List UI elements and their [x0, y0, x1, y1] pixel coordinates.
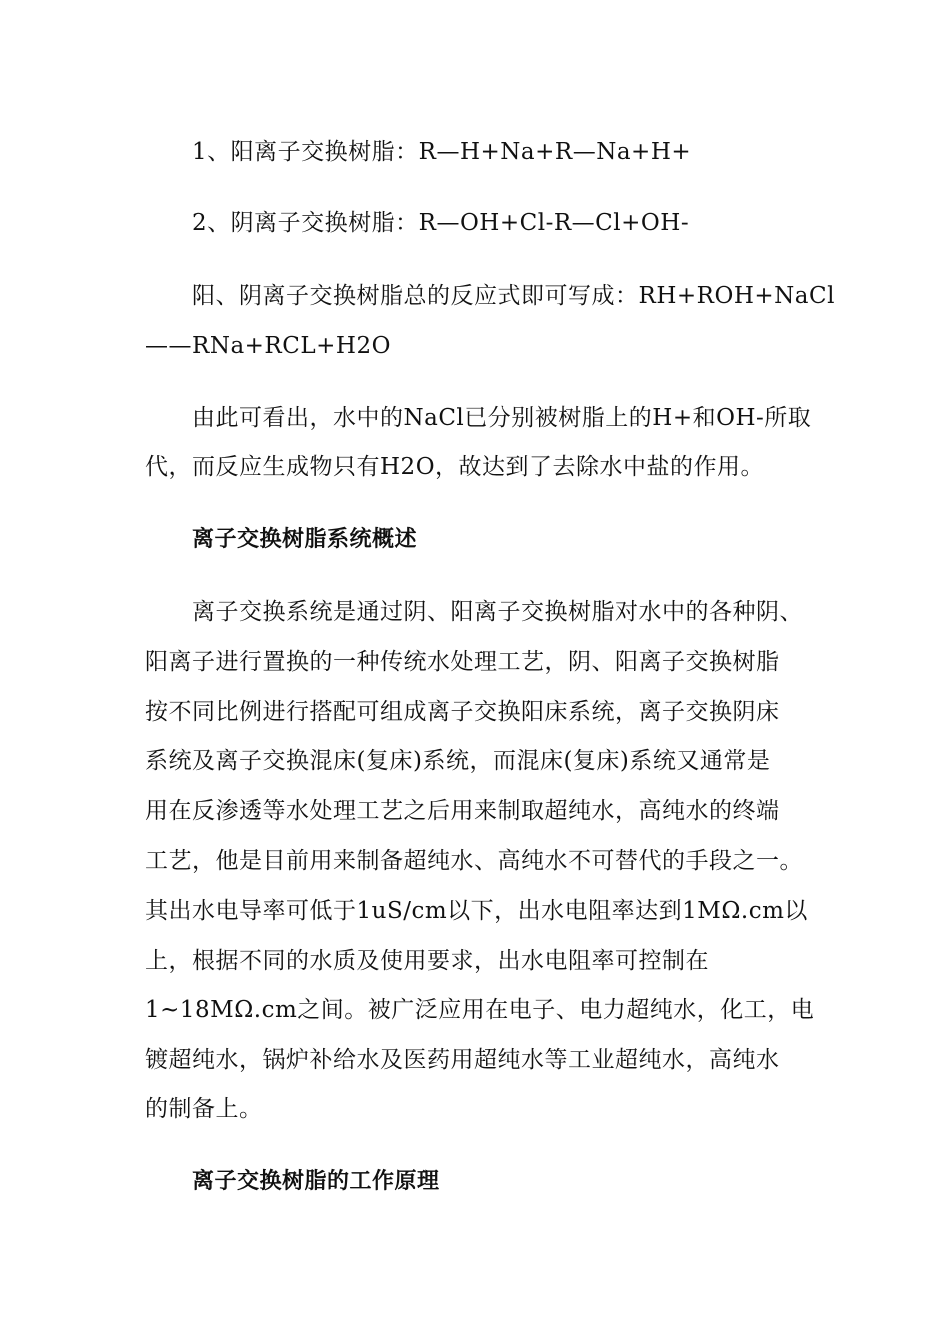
overview-line: 用在反渗透等水处理工艺之后用来制取超纯水，高纯水的终端 — [145, 798, 780, 824]
overview-line: 1~18MΩ.cm之间。被广泛应用在电子、电力超纯水，化工，电 — [145, 997, 815, 1023]
overview-line: 按不同比例进行搭配可组成离子交换阳床系统，离子交换阴床 — [145, 699, 780, 725]
equation-cation: 1、阳离子交换树脂：R—H+Na+R—Na+H+ — [192, 139, 692, 165]
total-reaction-line-2: ——RNa+RCL+H2O — [145, 333, 391, 359]
overview-line: 离子交换系统是通过阴、阳离子交换树脂对水中的各种阴、 — [192, 599, 803, 625]
overview-line: 其出水电导率可低于1uS/cm以下，出水电阻率达到1MΩ.cm以 — [145, 898, 808, 924]
overview-line: 工艺，他是目前用来制备超纯水、高纯水不可替代的手段之一。 — [145, 848, 803, 874]
overview-line: 上，根据不同的水质及使用要求，出水电阻率可控制在 — [145, 948, 709, 974]
heading-overview: 离子交换树脂系统概述 — [192, 527, 418, 552]
total-reaction-line-1: 阳、阴离子交换树脂总的反应式即可写成：RH+ROH+NaCl — [192, 283, 835, 309]
overview-line: 系统及离子交换混床(复床)系统，而混床(复床)系统又通常是 — [145, 748, 771, 774]
heading-principle: 离子交换树脂的工作原理 — [192, 1169, 440, 1194]
overview-line: 阳离子进行置换的一种传统水处理工艺，阴、阳离子交换树脂 — [145, 649, 780, 675]
overview-line: 的制备上。 — [145, 1096, 263, 1122]
overview-line: 镀超纯水，锅炉补给水及医药用超纯水等工业超纯水，高纯水 — [145, 1047, 780, 1073]
explanation-line-1: 由此可看出，水中的NaCl已分别被树脂上的H+和OH-所取 — [192, 405, 812, 431]
explanation-line-2: 代，而反应生成物只有H2O，故达到了去除水中盐的作用。 — [145, 454, 765, 480]
equation-anion: 2、阴离子交换树脂：R—OH+Cl-R—Cl+OH- — [192, 210, 690, 236]
